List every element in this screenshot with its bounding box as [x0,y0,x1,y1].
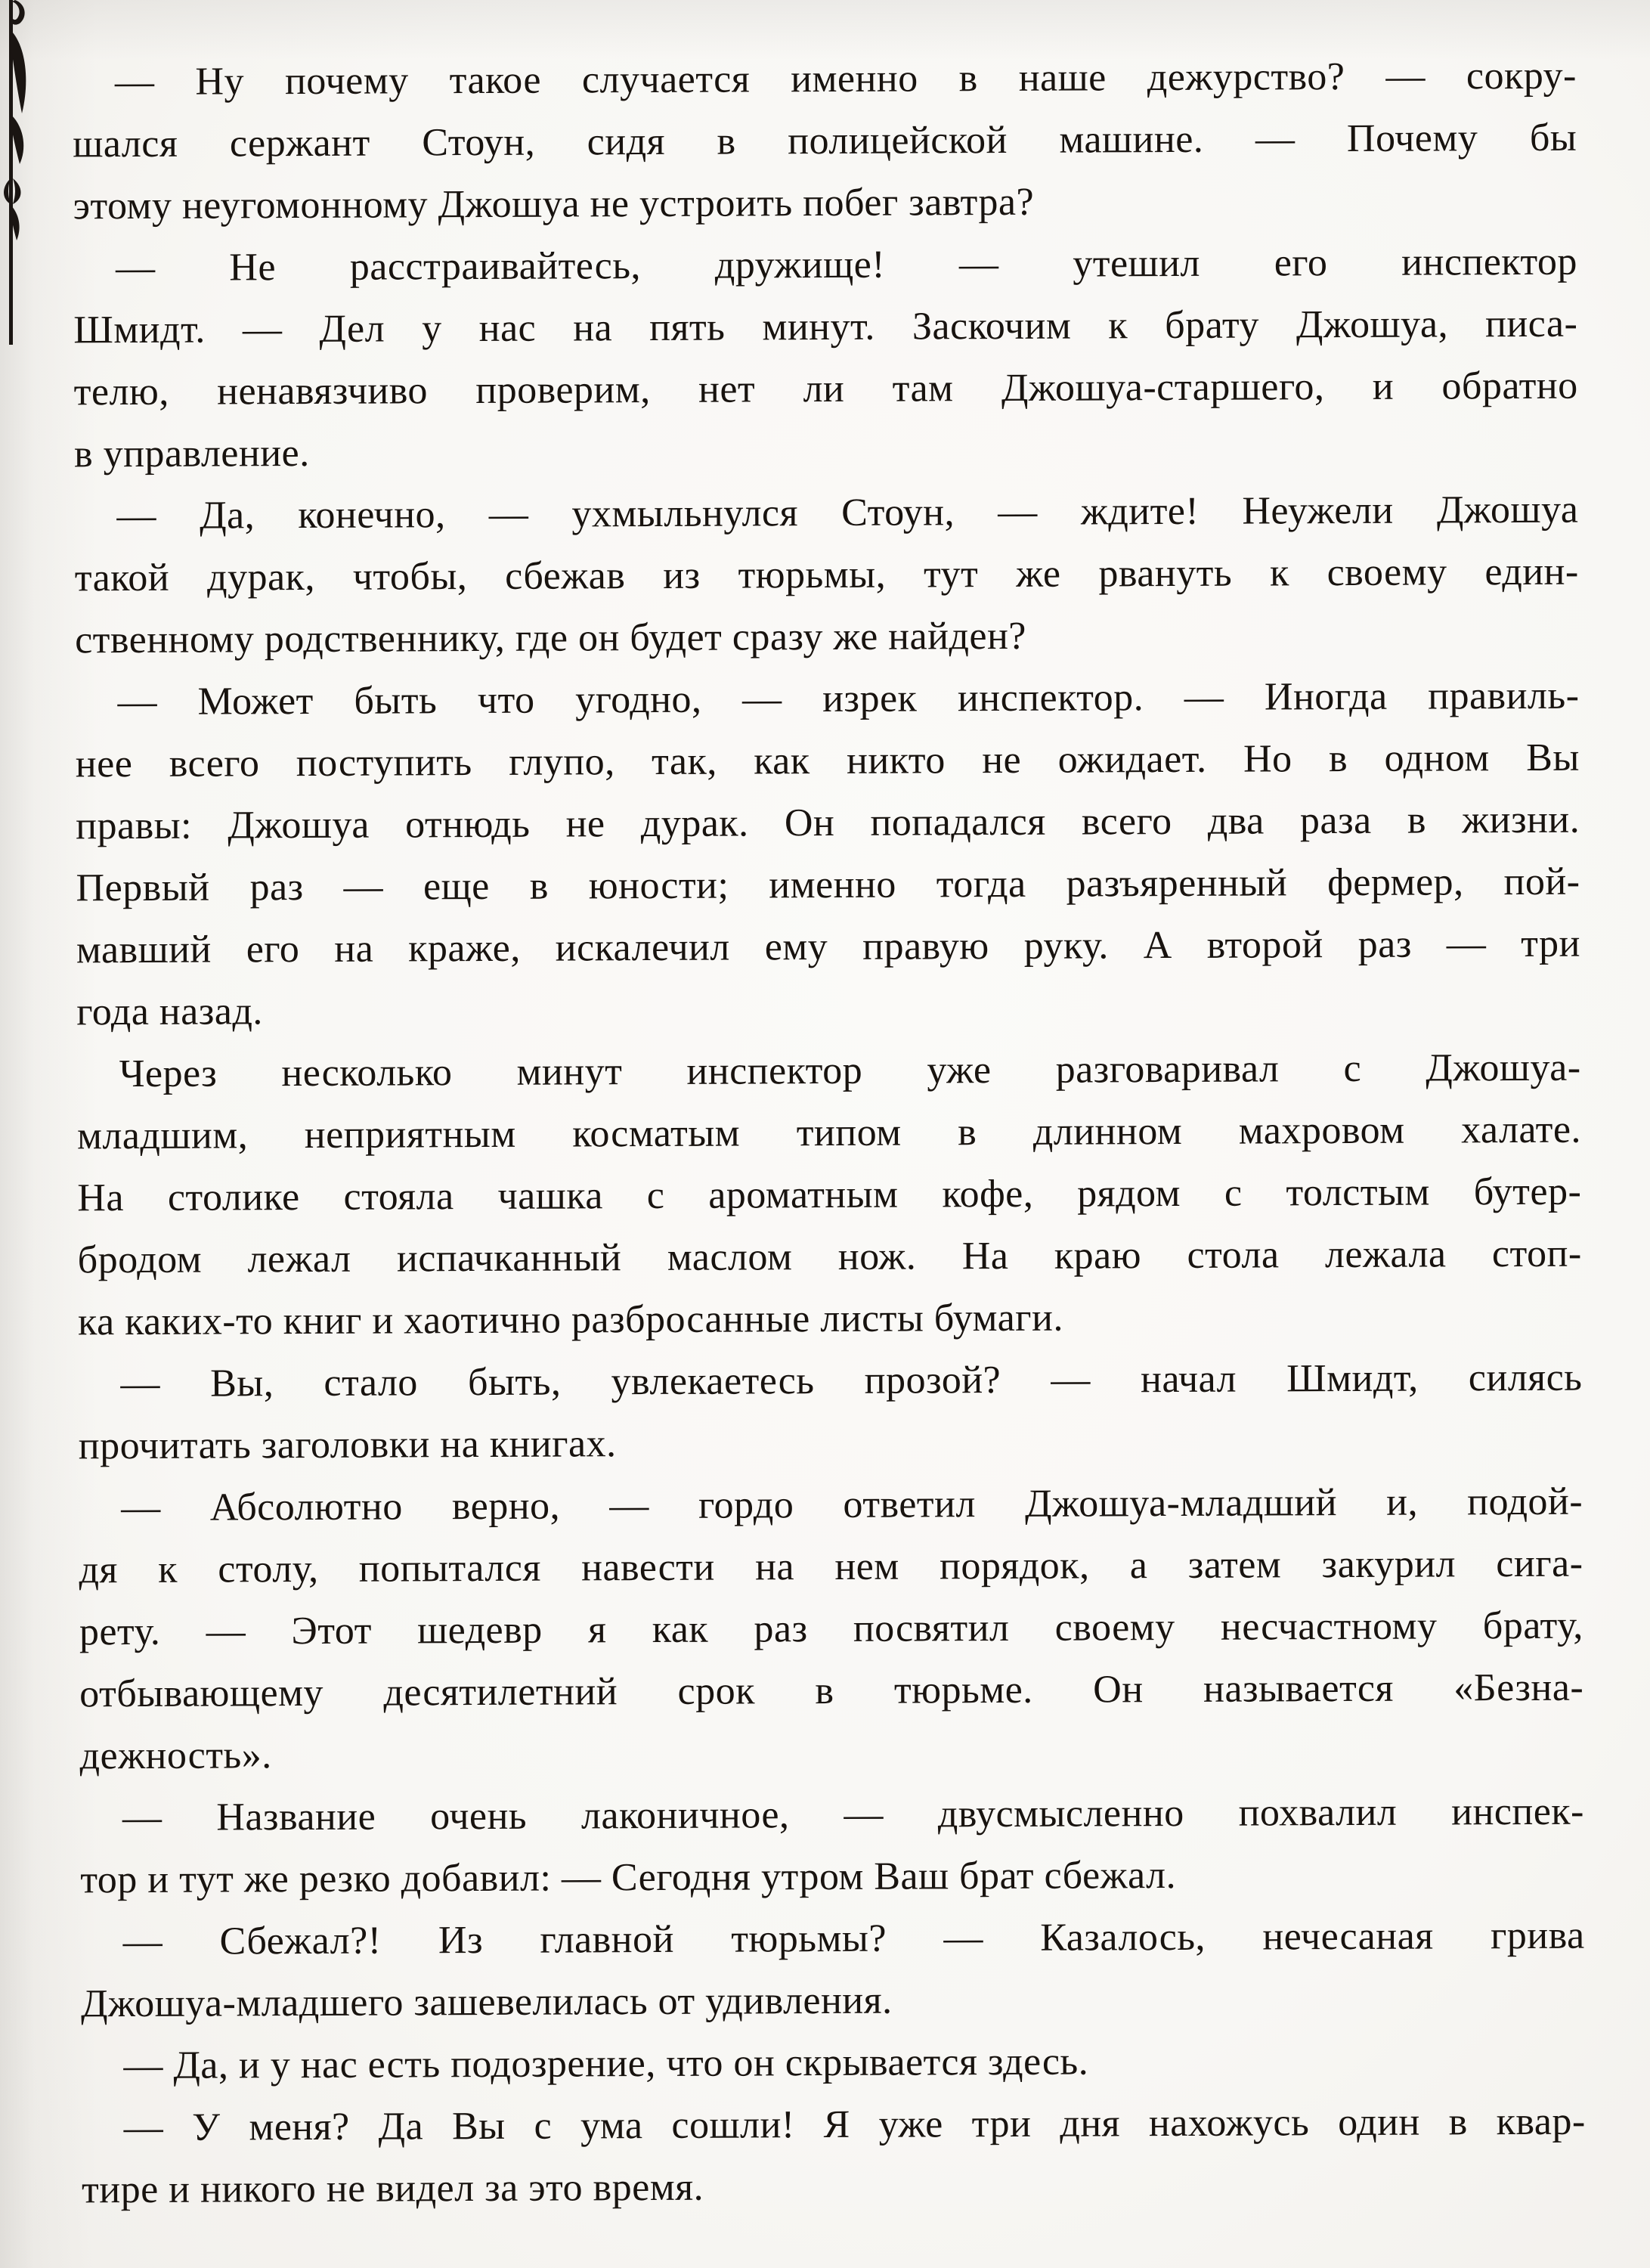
text-line: нее всего поступить глупо, так, как никто не ожидает. Но в одном Вы [75,736,1580,786]
text-line: ка каких-то книг и хаотично разбросанные листы бумаги. [77,1296,1064,1344]
text-line: тире и никого не видел за это время. [81,2165,704,2212]
text-line: такой дурак, чтобы, сбежав из тюрьмы, тут же рвануть к своему един- [74,550,1579,600]
text-line: — Не расстраивайтесь, дружище! — утешил его инспектор [115,240,1578,290]
text-line: этому неугомонному Джошуа не устроить побег завтра? [73,180,1035,228]
text-line: Джошуа-младшего зашевелилась от удивления. [80,1978,893,2026]
text-line: — Да, конечно, — ухмыльнулся Стоун, — ждите! Неужели Джошуа [116,488,1579,538]
text-line: бродом лежал испачканный маслом нож. На краю стола лежала стоп- [77,1232,1582,1282]
text-line: отбывающему десятилетний срок в тюрьме. Он называется «Безна- [79,1665,1584,1716]
text-line: младшим, неприятным косматым типом в длинном махровом халате. [76,1108,1582,1158]
text-line: Первый раз — еще в юности; именно тогда разъяренный фермер, пой- [76,860,1580,910]
page-edge-ornament-icon [0,0,33,355]
text-line: — У меня? Да Вы с ума сошли! Я уже три дня нахожусь один в квар- [123,2099,1586,2150]
text-line: — Ну почему такое случается именно в наше дежурство? — сокру- [114,54,1577,104]
text-line: ственному родственнику, где он будет сразу же найден? [75,614,1027,662]
text-line: Через несколько минут инспектор уже разговаривал с Джошуа- [119,1046,1581,1096]
text-line: года назад. [76,990,263,1034]
text-line: — Сбежал?! Из главной тюрьмы? — Казалось, нечесаная грива [122,1913,1585,1964]
text-line: — Абсолютно верно, — гордо ответил Джошуа-младший и, подой- [121,1479,1583,1530]
text-line: дежность». [79,1734,272,1778]
page-text [73,45,1587,2222]
text-line: мавший его на краже, искалечил ему правую руку. А второй раз — три [76,922,1581,972]
text-line: в управление. [73,431,310,476]
text-line: дя к столу, попытался навести на нем порядок, а затем закурил сига- [79,1541,1583,1592]
text-line: Шмидт. — Дел у нас на пять минут. Заскочим к брату Джошуа, писа- [73,302,1578,352]
text-line: шался сержант Стоун, сидя в полицейской машине. — Почему бы [73,116,1577,166]
text-line: — Да, и у нас есть подозрение, что он скрывается здесь. [123,2040,1089,2088]
text-line: правы: Джошуа отнюдь не дурак. Он попадался всего два раза в жизни. [76,798,1580,848]
text-line: телю, ненавязчиво проверим, нет ли там Джошуа-старшего, и обратно [73,364,1578,414]
text-line: рету. — Этот шедевр я как раз посвятил своему несчастному брату, [79,1603,1583,1654]
text-line: — Вы, стало быть, увлекаетесь прозой? — начал Шмидт, силясь [120,1356,1583,1406]
text-line: — Название очень лаконичное, — двусмысленно похвалил инспек- [122,1789,1585,1840]
text-line: прочитать заголовки на книгах. [78,1422,617,1468]
text-line: — Может быть что угодно, — изрек инспектор. — Иногда правиль- [117,674,1580,724]
text-line: тор и тут же резко добавил: — Сегодня утром Ваш брат сбежал. [80,1854,1177,1902]
text-line: На столике стояла чашка с ароматным кофе, рядом с толстым бутер- [77,1170,1582,1220]
